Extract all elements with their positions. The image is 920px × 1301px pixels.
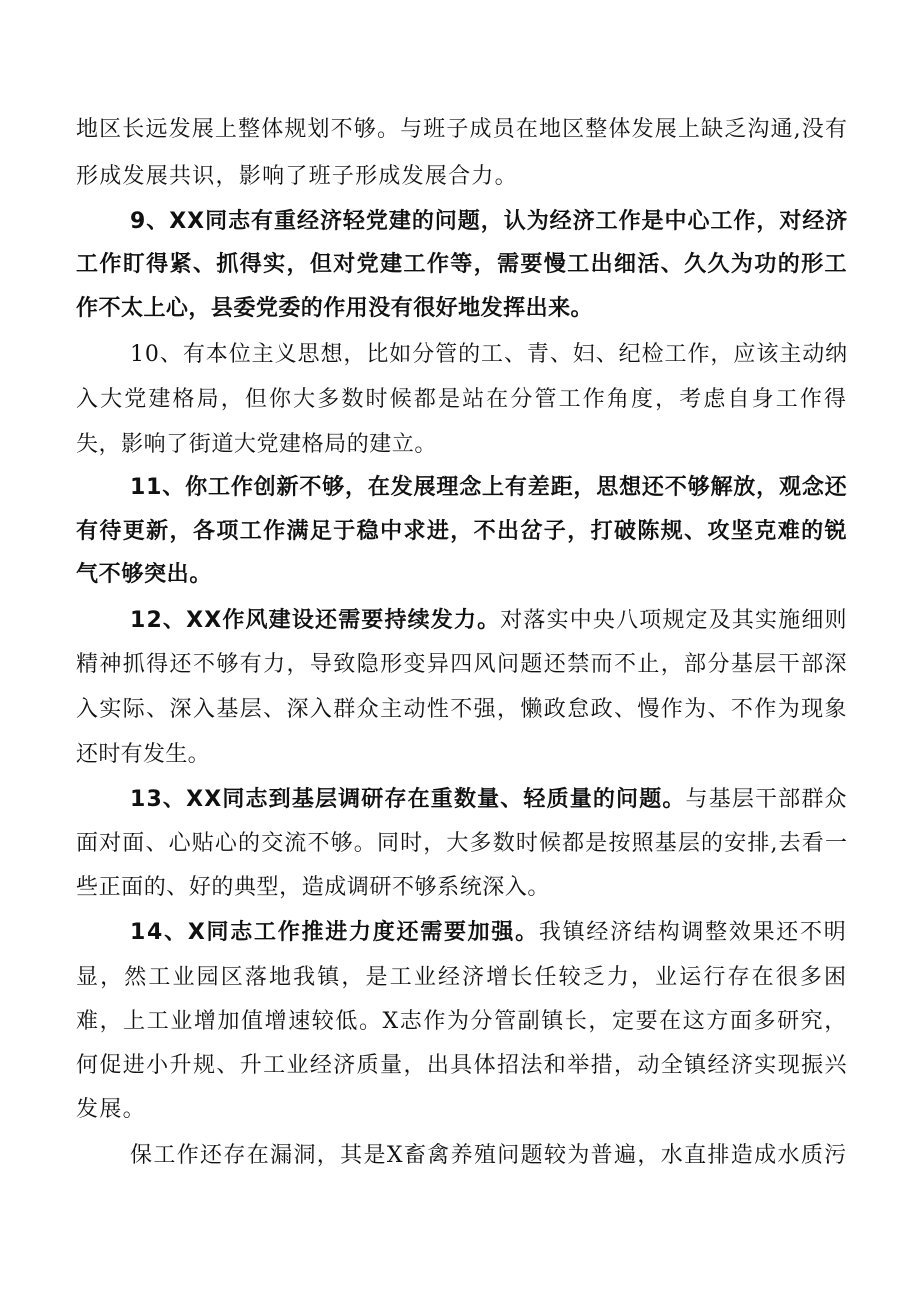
paragraph-text: 入大党建格局，但你大多数时候都是站在分管工作角度，考虑自身工作得 bbox=[76, 387, 849, 412]
text-line bbox=[76, 866, 550, 910]
text-line bbox=[76, 423, 437, 467]
bold-heading-text: 工作盯得紧、抓得实，但对党建工作等，需要慢工出细活、久久为功的形工 bbox=[76, 252, 848, 277]
paragraph-text: 显，然工业园区落地我镇，是工业经济增长任较乏力，业运行存在很多困 bbox=[76, 965, 849, 990]
paragraph-text: 与基层干部群众 bbox=[685, 787, 848, 812]
bold-heading-text: 作不太上心，县委党委的作用没有很好地发挥出来。 bbox=[76, 296, 594, 321]
paragraph-text: 发展。 bbox=[76, 1097, 146, 1122]
paragraph-text: 我镇经济结构调整效果还不明 bbox=[538, 920, 848, 945]
text-line bbox=[130, 778, 848, 822]
text-line bbox=[76, 1088, 146, 1132]
bold-heading-text: 13、XX同志到基层调研存在重数量、轻质量的问题。 bbox=[130, 787, 686, 812]
bold-heading-text: 气不够突出。 bbox=[76, 562, 213, 587]
bold-heading-text: 9、XX同志有重经济轻党建的问题，认为经济工作是中心工作，对经济 bbox=[130, 209, 849, 234]
text-line bbox=[76, 688, 848, 732]
bold-heading-text: 12、XX作风建设还需要持续发力。 bbox=[130, 608, 501, 633]
text-line bbox=[76, 108, 848, 152]
paragraph-text: 何促进小升规、升工业经济质量，出具体招法和举措，动全镇经济实现振兴 bbox=[76, 1053, 848, 1078]
text-line bbox=[76, 956, 848, 1000]
text-line bbox=[76, 378, 848, 422]
text-line bbox=[76, 287, 593, 331]
text-line bbox=[76, 243, 848, 287]
text-line bbox=[76, 643, 848, 687]
paragraph-text: 精神抓得还不够有力，导致隐形变异四风问题还禁而不止，部分基层干部深 bbox=[76, 652, 848, 677]
text-line bbox=[76, 1044, 848, 1088]
text-line bbox=[130, 911, 848, 955]
text-line bbox=[130, 599, 848, 643]
text-line bbox=[76, 1000, 848, 1044]
paragraph-text: 保工作还存在漏洞，其是X畜禽养殖问题较为普遍，水直排造成水质污 bbox=[130, 1143, 848, 1168]
bold-heading-text: 11、你工作创新不够，在发展理念上有差距，思想还不够解放，观念还 bbox=[130, 475, 848, 500]
paragraph-text: 还时有发生。 bbox=[76, 742, 210, 767]
bold-heading-text: 有待更新，各项工作满足于稳中求进，不出岔子，打破陈规、攻坚克难的锐 bbox=[76, 519, 848, 544]
text-line bbox=[76, 510, 848, 554]
bold-heading-text: 14、X同志工作推进力度还需要加强。 bbox=[130, 920, 539, 945]
paragraph-text: 10、有本位主义思想，比如分管的工、青、妇、纪检工作，应该主动纳 bbox=[130, 342, 849, 367]
text-line bbox=[130, 1134, 848, 1178]
text-line bbox=[130, 200, 848, 244]
text-line bbox=[130, 466, 848, 510]
paragraph-text: 对落实中央八项规定及其实施细则 bbox=[500, 608, 848, 633]
paragraph-text: 地区长远发展上整体规划不够。与班子成员在地区整体发展上缺乏沟通,没有 bbox=[76, 117, 849, 142]
text-line bbox=[76, 155, 518, 199]
paragraph-text: 形成发展共识，影响了班子形成发展合力。 bbox=[76, 164, 518, 189]
text-line bbox=[76, 822, 848, 866]
paragraph-text: 失，影响了街道大党建格局的建立。 bbox=[76, 432, 437, 457]
paragraph-text: 面对面、心贴心的交流不够。同时，大多数时候都是按照基层的安排,去看一 bbox=[76, 831, 849, 856]
text-line bbox=[76, 553, 212, 597]
paragraph-text: 入实际、深入基层、深入群众主动性不强，懒政怠政、慢作为、不作为现象 bbox=[76, 697, 848, 722]
text-line bbox=[76, 733, 210, 777]
text-line bbox=[130, 333, 848, 377]
paragraph-text: 些正面的、好的典型，造成调研不够系统深入。 bbox=[76, 875, 550, 900]
paragraph-text: 难，上工业增加值增速较低。X志作为分管副镇长，定要在这方面多研究， bbox=[76, 1009, 848, 1034]
